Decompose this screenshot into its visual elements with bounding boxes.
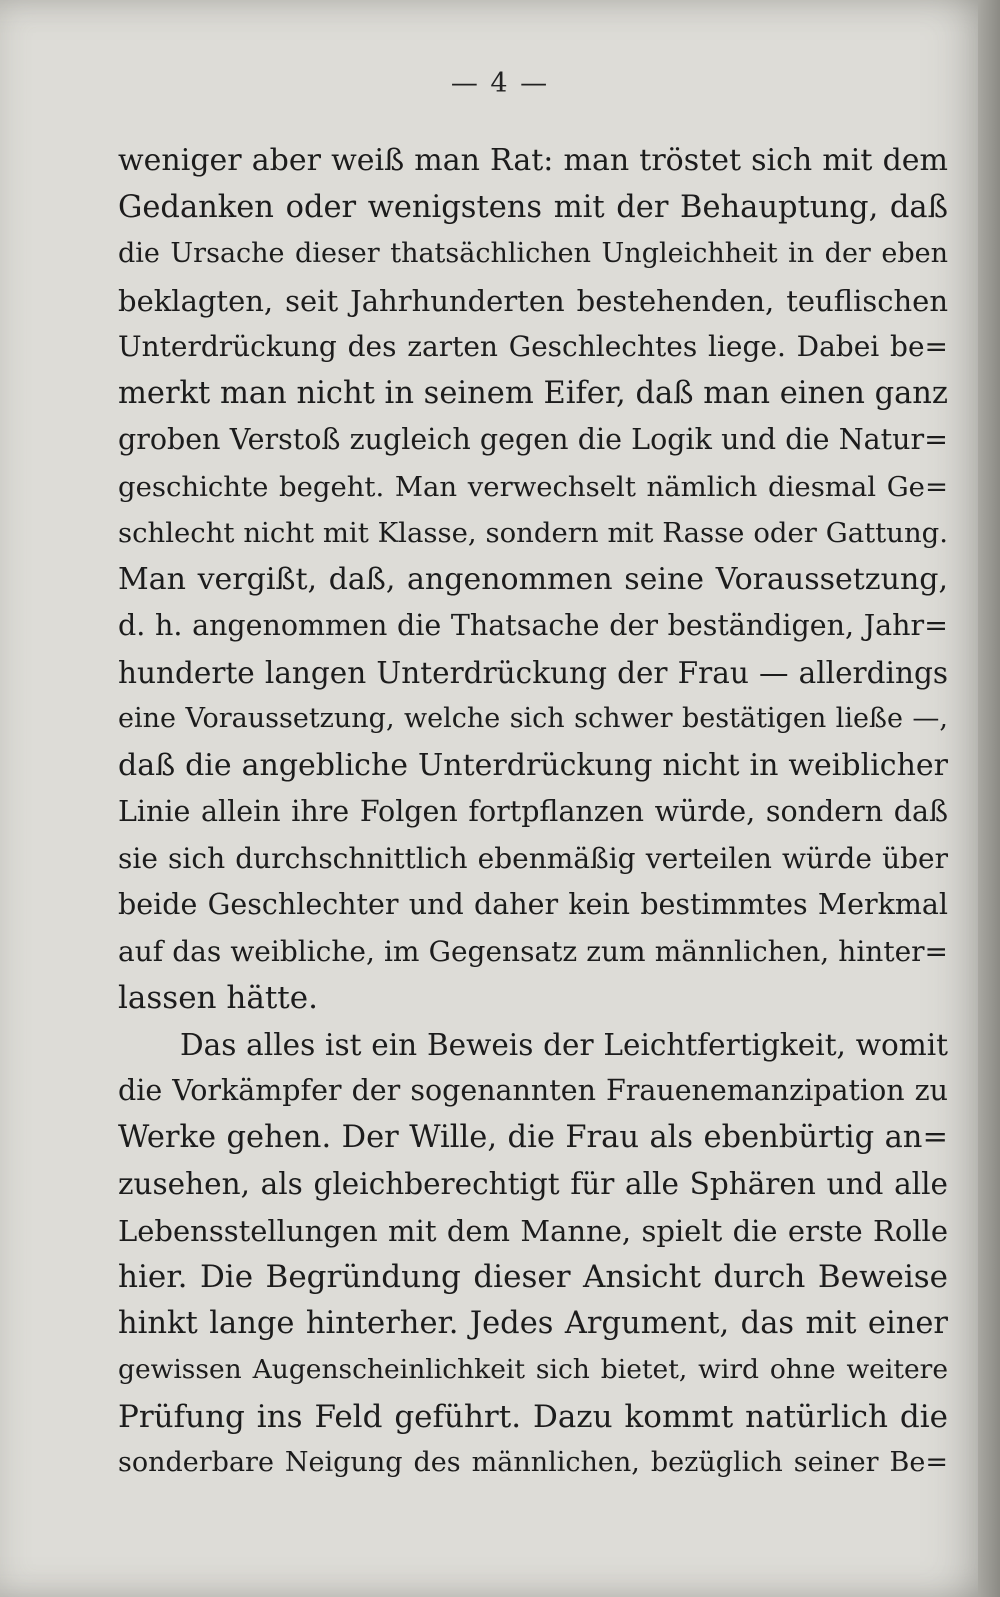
text-line: sonderbare Neigung des männlichen, bezüglich seiner Be= bbox=[118, 1447, 948, 1478]
text-line: hier. Die Begründung dieser Ansicht durch Beweise bbox=[118, 1259, 948, 1295]
text-line: Lebensstellungen mit dem Manne, spielt die erste Rolle bbox=[118, 1213, 948, 1248]
text-line: groben Verstoß zugleich gegen die Logik und die Natur= bbox=[118, 423, 948, 456]
text-line: schlecht nicht mit Klasse, sondern mit Rasse oder Gattung. bbox=[118, 517, 948, 549]
text-line: weniger aber weiß man Rat: man tröstet sich mit dem bbox=[118, 143, 948, 178]
text-line: Das alles ist ein Beweis der Leichtfertigkeit, womit bbox=[180, 1027, 948, 1062]
text-line: gewissen Augenscheinlichkeit sich bietet, wird ohne weitere bbox=[118, 1354, 948, 1385]
text-line: eine Voraussetzung, welche sich schwer bestätigen ließe —, bbox=[118, 703, 948, 734]
text-line: auf das weibliche, im Gegensatz zum männlichen, hinter= bbox=[118, 934, 948, 968]
text-line: geschichte begeht. Man verwechselt nämlich diesmal Ge= bbox=[118, 470, 948, 503]
text-line: Unterdrückung des zarten Geschlechtes liege. Dabei be= bbox=[118, 330, 948, 363]
page-edge-shadow bbox=[978, 0, 1000, 1597]
text-line: daß die angebliche Unterdrückung nicht in weiblicher bbox=[118, 747, 948, 783]
text-line: beide Geschlechter und daher kein bestimmtes Merkmal bbox=[118, 888, 948, 921]
text-line: die Ursache dieser thatsächlichen Ungleichheit in der eben bbox=[118, 238, 948, 269]
text-line: Werke gehen. Der Wille, die Frau als ebenbürtig an= bbox=[118, 1119, 948, 1155]
text-line: hinkt lange hinterher. Jedes Argument, das mit einer bbox=[118, 1305, 948, 1341]
body-text bbox=[118, 138, 948, 1487]
text-line: beklagten, seit Jahrhunderten bestehenden, teuflischen bbox=[118, 283, 948, 318]
text-line: die Vorkämpfer der sogenannten Frauenemanzipation zu bbox=[118, 1074, 948, 1107]
page-number: — 4 — bbox=[450, 68, 550, 99]
text-line: Man vergißt, daß, angenommen seine Voraussetzung, bbox=[118, 561, 948, 597]
text-line: zusehen, als gleichberechtigt für alle Sphären und alle bbox=[118, 1167, 948, 1201]
text-line: merkt man nicht in seinem Eifer, daß man einen ganz bbox=[118, 375, 948, 411]
text-line: d. h. angenommen die Thatsache der beständigen, Jahr= bbox=[118, 609, 948, 642]
text-line: Linie allein ihre Folgen fortpflanzen würde, sondern daß bbox=[118, 795, 948, 828]
text-line: lassen hätte. bbox=[118, 980, 318, 1016]
text-line: sie sich durchschnittlich ebenmäßig verteilen würde über bbox=[118, 841, 948, 875]
text-line: hunderte langen Unterdrückung der Frau — allerdings bbox=[118, 655, 948, 690]
text-line: Prüfung ins Feld geführt. Dazu kommt natürlich die bbox=[118, 1398, 948, 1435]
text-line: Gedanken oder wenigstens mit der Behauptung, daß bbox=[118, 189, 948, 225]
